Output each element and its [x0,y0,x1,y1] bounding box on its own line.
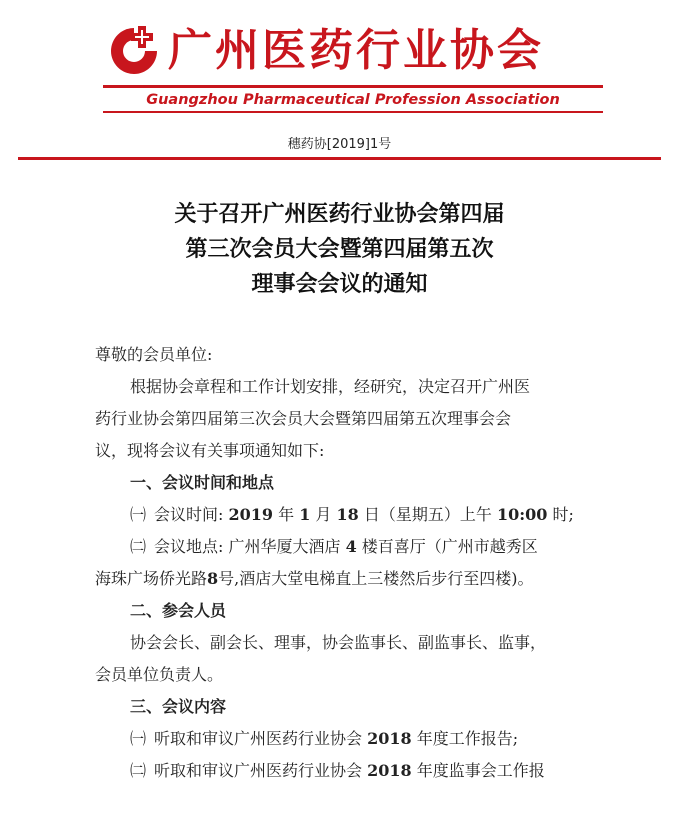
salutation: 尊敬的会员单位: [95,345,213,364]
agenda-item-2-suffix: 年度监事会工作报 [411,761,545,780]
meeting-day: 18 [336,505,359,524]
letterhead-divider-lower [103,111,603,113]
month-unit: 月 [310,505,337,524]
agenda-item-1-suffix: 年度工作报告; [411,729,519,748]
notice-body [95,339,600,787]
attendees-line-1: 协会会长、副会长、理事，协会监事长、副监事长、监事， [130,633,547,652]
meeting-location-line-2 [95,563,600,595]
meeting-year: 2019 [228,505,274,524]
letterhead-divider [103,85,603,88]
meeting-location-label: 会议地点: 广州华厦大酒店 [154,537,346,556]
street-number: 8 [207,569,219,588]
meeting-time-item [95,499,600,531]
title-line-1: 关于召开广州医药行业协会第四届 [174,202,505,227]
title-line-2: 第三次会员大会暨第四届第五次 [185,237,494,262]
document-number: 穗药协[2019]1号 [287,137,392,152]
meeting-time-label: 会议时间: [154,505,229,524]
meeting-month: 1 [299,505,311,524]
intro-line-2: 药行业协会第四届第三次会员大会暨第四届第五次理事会会 [95,409,512,428]
section-1-heading: 一、会议时间和地点 [130,473,275,492]
agenda-item-1-year: 2018 [367,729,412,748]
weekday-text: 日（星期五）上午 [358,505,497,524]
red-header-rule [18,157,661,160]
directions-text: 号,酒店大堂电梯直上三楼然后步行至四楼)。 [218,569,534,588]
title-line-3: 理事会会议的通知 [251,272,428,297]
association-logo-icon [105,22,163,80]
intro-line-1: 根据协会章程和工作计划安排，经研究，决定召开广州医 [130,377,531,396]
section-2-heading: 二、参会人员 [130,601,227,620]
section-3-heading: 三、会议内容 [130,697,227,716]
venue-text: 楼百喜厅（广州市越秀区 [356,537,538,556]
item-marker: ㈡ [130,537,147,556]
meeting-hour: 10:00 [496,505,548,524]
street-text: 海珠广场侨光路 [95,569,208,588]
item-marker: ㈡ [130,761,147,780]
floor-number: 4 [345,537,357,556]
association-name-cn: 广州医药行业协会 [168,25,544,76]
intro-line-3: 议，现将会议有关事项通知如下: [95,441,325,460]
agenda-item-2-text: 听取和审议广州医药行业协会 [154,761,368,780]
notice-title [0,197,679,302]
item-marker: ㈠ [130,729,147,748]
agenda-item-2-year: 2018 [367,761,412,780]
year-unit: 年 [273,505,300,524]
meeting-location-item [95,531,600,563]
hour-unit: 时; [547,505,574,524]
association-name-en: Guangzhou Pharmaceutical Profession Association [146,92,560,108]
agenda-item-1 [95,723,600,755]
attendees-line-2: 会员单位负责人。 [95,665,224,684]
agenda-item-2 [95,755,600,787]
item-marker: ㈠ [130,505,147,524]
agenda-item-1-text: 听取和审议广州医药行业协会 [154,729,368,748]
